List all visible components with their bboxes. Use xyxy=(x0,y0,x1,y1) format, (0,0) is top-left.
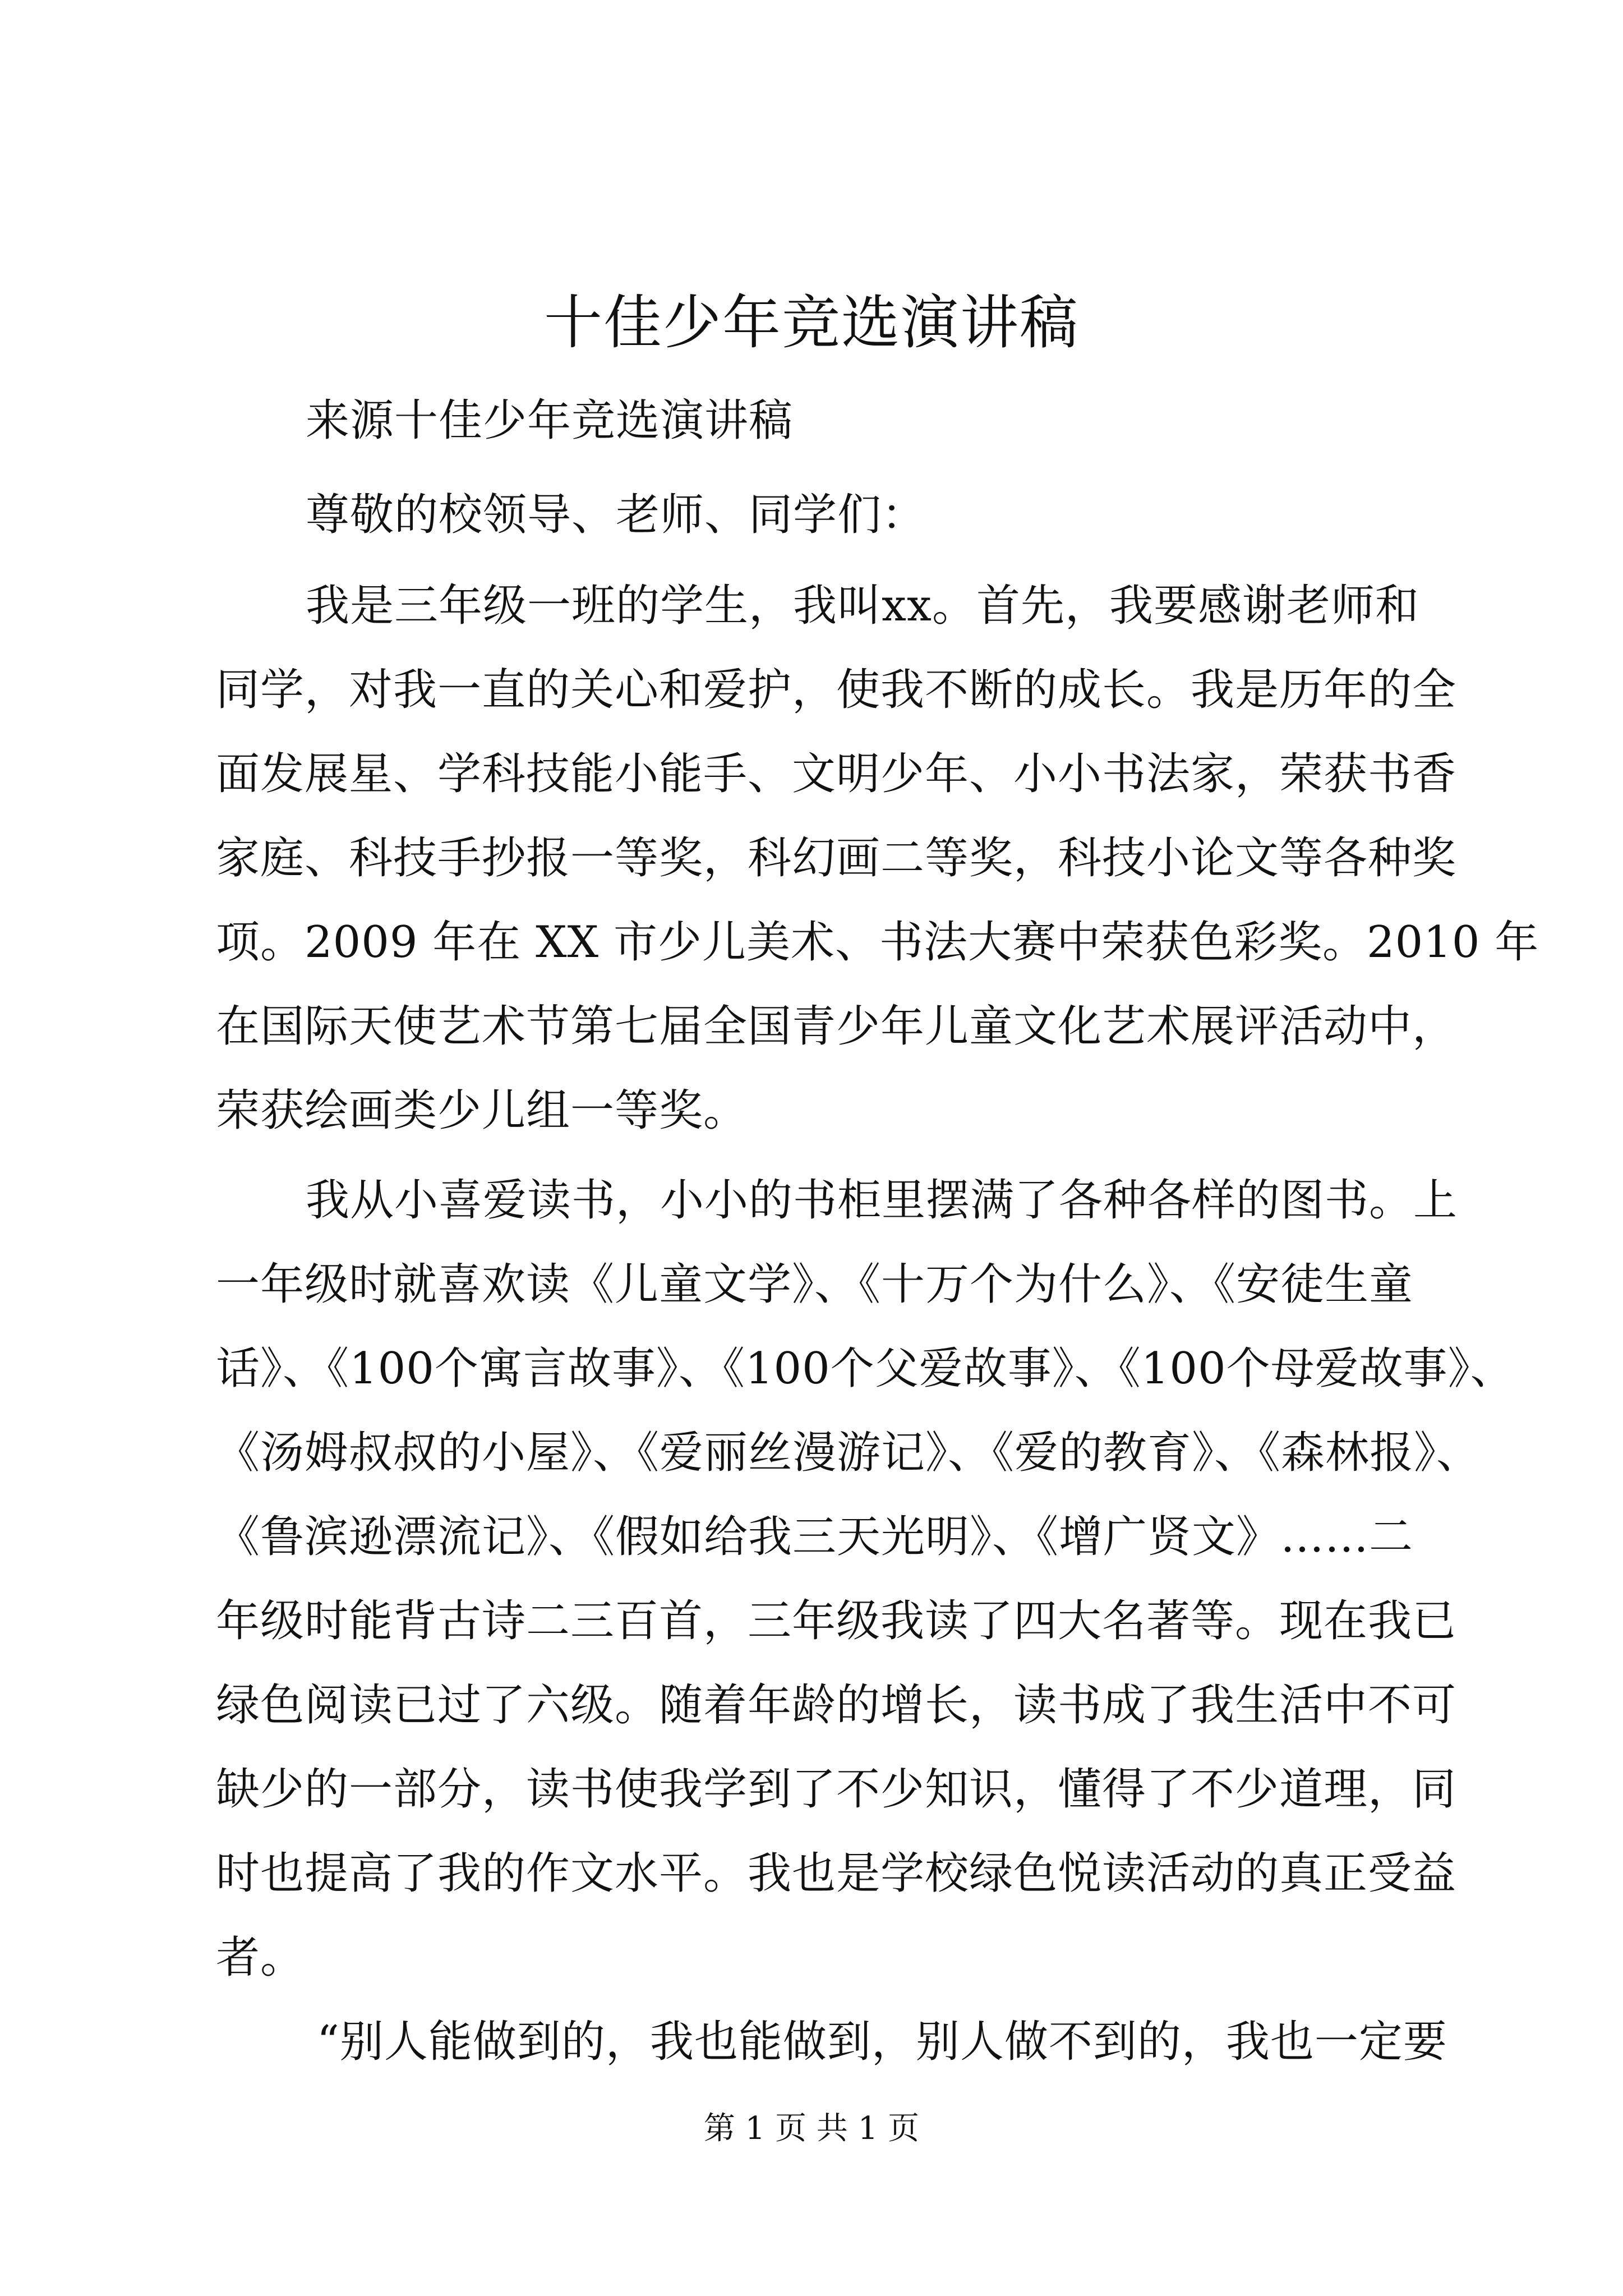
body-line: 时也提高了我的作文水平。我也是学校绿色悦读活动的真正受益 xyxy=(216,1848,1457,1899)
body-line: 项。2009 年在 XX 市少儿美术、书法大赛中荣获色彩奖。2010 年 xyxy=(216,917,1539,968)
body-line: 在国际天使艺术节第七届全国青少年儿童文化艺术展评活动中， xyxy=(216,1001,1457,1052)
body-line: 我是三年级一班的学生，我叫xx。首先，我要感谢老师和 xyxy=(306,581,1419,631)
body-line: 者。 xyxy=(216,1932,305,1983)
body-line: 年级时能背古诗二三百首，三年级我读了四大名著等。现在我已 xyxy=(216,1596,1457,1646)
document-title: 十佳少年竞选演讲稿 xyxy=(543,288,1079,357)
source-line: 来源十佳少年竞选演讲稿 xyxy=(306,395,794,446)
body-line: 我从小喜爱读书，小小的书柜里摆满了各种各样的图书。上 xyxy=(306,1175,1458,1226)
body-line: 家庭、科技手抄报一等奖，科幻画二等奖，科技小论文等各种奖 xyxy=(216,833,1457,884)
body-line: 缺少的一部分，读书使我学到了不少知识，懂得了不少道理，同 xyxy=(216,1764,1457,1815)
body-line: 同学，对我一直的关心和爱护，使我不断的成长。我是历年的全 xyxy=(216,665,1457,715)
body-line: 面发展星、学科技能小能手、文明少年、小小书法家，荣获书香 xyxy=(216,749,1457,799)
salutation-line: 尊敬的校领导、老师、同学们： xyxy=(306,490,926,540)
body-line: 话》、《100个寓言故事》、《100个父爱故事》、《100个母爱故事》、 xyxy=(216,1343,1515,1394)
body-line: 《汤姆叔叔的小屋》、《爱丽丝漫游记》、《爱的教育》、《森林报》、 xyxy=(216,1428,1481,1478)
body-line: “别人能做到的，我也能做到，别人做不到的，我也一定要 xyxy=(317,2017,1447,2067)
body-line: 绿色阅读已过了六级。随着年龄的增长，读书成了我生活中不可 xyxy=(216,1680,1457,1731)
body-line: 《鲁滨逊漂流记》、《假如给我三天光明》、《增广贤文》……二 xyxy=(216,1512,1414,1562)
page-footer: 第 1 页 共 1 页 xyxy=(703,2110,920,2147)
body-line: 荣获绘画类少儿组一等奖。 xyxy=(216,1085,748,1136)
body-line: 一年级时就喜欢读《儿童文学》、《十万个为什么》、《安徒生童 xyxy=(216,1259,1414,1310)
